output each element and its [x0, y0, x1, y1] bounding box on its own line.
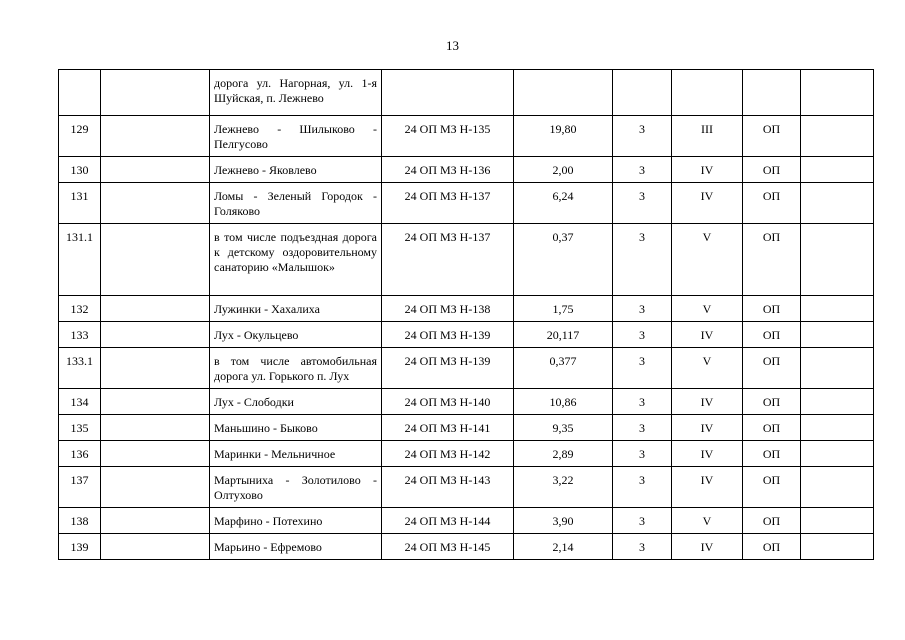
row-extra-cell	[101, 415, 210, 441]
road-length-cell: 10,86	[514, 389, 613, 415]
road-category-cell: V	[672, 224, 743, 296]
row-number-cell: 135	[59, 415, 101, 441]
road-length-cell: 0,377	[514, 348, 613, 389]
road-note-cell	[801, 183, 874, 224]
road-significance-cell: ОП	[743, 116, 801, 157]
row-number-cell: 131.1	[59, 224, 101, 296]
roads-table	[58, 69, 874, 560]
road-lanes-cell: 3	[613, 348, 672, 389]
road-note-cell	[801, 534, 874, 560]
road-category-cell: IV	[672, 322, 743, 348]
row-number-cell: 131	[59, 183, 101, 224]
road-note-cell	[801, 116, 874, 157]
road-significance-cell	[743, 70, 801, 116]
table-row	[59, 467, 874, 508]
road-category-cell: IV	[672, 157, 743, 183]
road-length-cell: 1,75	[514, 296, 613, 322]
row-extra-cell	[101, 157, 210, 183]
road-category-cell: IV	[672, 183, 743, 224]
road-code-cell: 24 ОП МЗ Н-139	[382, 322, 514, 348]
road-significance-cell: ОП	[743, 224, 801, 296]
row-extra-cell	[101, 296, 210, 322]
road-lanes-cell: 3	[613, 467, 672, 508]
road-significance-cell: ОП	[743, 534, 801, 560]
road-code-cell: 24 ОП МЗ Н-145	[382, 534, 514, 560]
road-note-cell	[801, 70, 874, 116]
row-extra-cell	[101, 389, 210, 415]
road-lanes-cell: 3	[613, 415, 672, 441]
table-row	[59, 348, 874, 389]
table-row	[59, 322, 874, 348]
row-extra-cell	[101, 534, 210, 560]
road-code-cell: 24 ОП МЗ Н-140	[382, 389, 514, 415]
road-significance-cell: ОП	[743, 322, 801, 348]
road-significance-cell: ОП	[743, 348, 801, 389]
road-name-cell: Лух - Окульцево	[210, 322, 382, 348]
road-length-cell	[514, 70, 613, 116]
road-name-cell: дорога ул. Нагорная, ул. 1-я Шуйская, п. Лежнево	[210, 70, 382, 116]
road-lanes-cell: 3	[613, 157, 672, 183]
table-row	[59, 224, 874, 296]
road-note-cell	[801, 415, 874, 441]
road-name-cell: Марьино - Ефремово	[210, 534, 382, 560]
road-name-cell: Маринки - Мельничное	[210, 441, 382, 467]
road-category-cell: IV	[672, 441, 743, 467]
row-number-cell: 138	[59, 508, 101, 534]
row-number-cell: 129	[59, 116, 101, 157]
road-code-cell: 24 ОП МЗ Н-143	[382, 467, 514, 508]
road-code-cell: 24 ОП МЗ Н-138	[382, 296, 514, 322]
road-length-cell: 9,35	[514, 415, 613, 441]
road-lanes-cell: 3	[613, 183, 672, 224]
table-row	[59, 389, 874, 415]
road-note-cell	[801, 508, 874, 534]
row-extra-cell	[101, 467, 210, 508]
road-category-cell: IV	[672, 389, 743, 415]
road-category-cell: V	[672, 508, 743, 534]
table-row	[59, 116, 874, 157]
table-row	[59, 415, 874, 441]
road-name-cell: в том числе подъездная дорога к детскому оздоровительному санаторию «Малышок»	[210, 224, 382, 296]
road-category-cell: IV	[672, 534, 743, 560]
road-name-cell: Лух - Слободки	[210, 389, 382, 415]
road-lanes-cell: 3	[613, 296, 672, 322]
row-number-cell: 133.1	[59, 348, 101, 389]
road-lanes-cell: 3	[613, 322, 672, 348]
road-name-cell: Ломы - Зеленый Городок - Голяково	[210, 183, 382, 224]
road-length-cell: 2,00	[514, 157, 613, 183]
road-note-cell	[801, 322, 874, 348]
road-category-cell: V	[672, 296, 743, 322]
road-code-cell: 24 ОП МЗ Н-139	[382, 348, 514, 389]
road-code-cell: 24 ОП МЗ Н-141	[382, 415, 514, 441]
road-code-cell: 24 ОП МЗ Н-137	[382, 224, 514, 296]
row-extra-cell	[101, 348, 210, 389]
table-row	[59, 534, 874, 560]
row-number-cell: 133	[59, 322, 101, 348]
row-extra-cell	[101, 508, 210, 534]
road-length-cell: 20,117	[514, 322, 613, 348]
road-length-cell: 3,90	[514, 508, 613, 534]
road-name-cell: в том числе автомобильная дорога ул. Горького п. Лух	[210, 348, 382, 389]
road-lanes-cell: 3	[613, 389, 672, 415]
row-number-cell: 134	[59, 389, 101, 415]
road-note-cell	[801, 157, 874, 183]
road-name-cell: Лужинки - Хахалиха	[210, 296, 382, 322]
road-significance-cell: ОП	[743, 296, 801, 322]
row-extra-cell	[101, 322, 210, 348]
row-number-cell: 136	[59, 441, 101, 467]
road-code-cell: 24 ОП МЗ Н-135	[382, 116, 514, 157]
road-category-cell: III	[672, 116, 743, 157]
road-name-cell: Марфино - Потехино	[210, 508, 382, 534]
road-note-cell	[801, 296, 874, 322]
row-number-cell	[59, 70, 101, 116]
road-significance-cell: ОП	[743, 183, 801, 224]
road-name-cell: Маньшино - Быково	[210, 415, 382, 441]
road-lanes-cell: 3	[613, 116, 672, 157]
road-code-cell	[382, 70, 514, 116]
row-extra-cell	[101, 116, 210, 157]
road-lanes-cell: 3	[613, 534, 672, 560]
row-number-cell: 137	[59, 467, 101, 508]
table-row	[59, 296, 874, 322]
road-significance-cell: ОП	[743, 415, 801, 441]
road-significance-cell: ОП	[743, 508, 801, 534]
road-length-cell: 19,80	[514, 116, 613, 157]
row-number-cell: 130	[59, 157, 101, 183]
road-lanes-cell: 3	[613, 224, 672, 296]
row-extra-cell	[101, 70, 210, 116]
road-category-cell	[672, 70, 743, 116]
road-code-cell: 24 ОП МЗ Н-142	[382, 441, 514, 467]
road-note-cell	[801, 224, 874, 296]
row-extra-cell	[101, 224, 210, 296]
road-significance-cell: ОП	[743, 157, 801, 183]
road-length-cell: 2,89	[514, 441, 613, 467]
road-length-cell: 3,22	[514, 467, 613, 508]
road-name-cell: Лежнево - Шилыково - Пелгусово	[210, 116, 382, 157]
table-row	[59, 70, 874, 116]
road-category-cell: V	[672, 348, 743, 389]
road-code-cell: 24 ОП МЗ Н-136	[382, 157, 514, 183]
road-name-cell: Лежнево - Яковлево	[210, 157, 382, 183]
row-extra-cell	[101, 441, 210, 467]
road-lanes-cell	[613, 70, 672, 116]
road-note-cell	[801, 389, 874, 415]
road-name-cell: Мартыниха - Золотилово - Олтухово	[210, 467, 382, 508]
roads-table-body	[59, 70, 874, 560]
road-category-cell: IV	[672, 467, 743, 508]
road-length-cell: 2,14	[514, 534, 613, 560]
road-length-cell: 0,37	[514, 224, 613, 296]
page-number: 13	[446, 38, 459, 53]
road-code-cell: 24 ОП МЗ Н-137	[382, 183, 514, 224]
road-code-cell: 24 ОП МЗ Н-144	[382, 508, 514, 534]
road-significance-cell: ОП	[743, 441, 801, 467]
road-note-cell	[801, 441, 874, 467]
table-row	[59, 441, 874, 467]
row-number-cell: 132	[59, 296, 101, 322]
road-note-cell	[801, 467, 874, 508]
road-significance-cell: ОП	[743, 389, 801, 415]
row-number-cell: 139	[59, 534, 101, 560]
road-length-cell: 6,24	[514, 183, 613, 224]
table-row	[59, 157, 874, 183]
row-extra-cell	[101, 183, 210, 224]
road-lanes-cell: 3	[613, 508, 672, 534]
road-significance-cell: ОП	[743, 467, 801, 508]
road-note-cell	[801, 348, 874, 389]
table-row	[59, 508, 874, 534]
table-row	[59, 183, 874, 224]
road-category-cell: IV	[672, 415, 743, 441]
road-lanes-cell: 3	[613, 441, 672, 467]
